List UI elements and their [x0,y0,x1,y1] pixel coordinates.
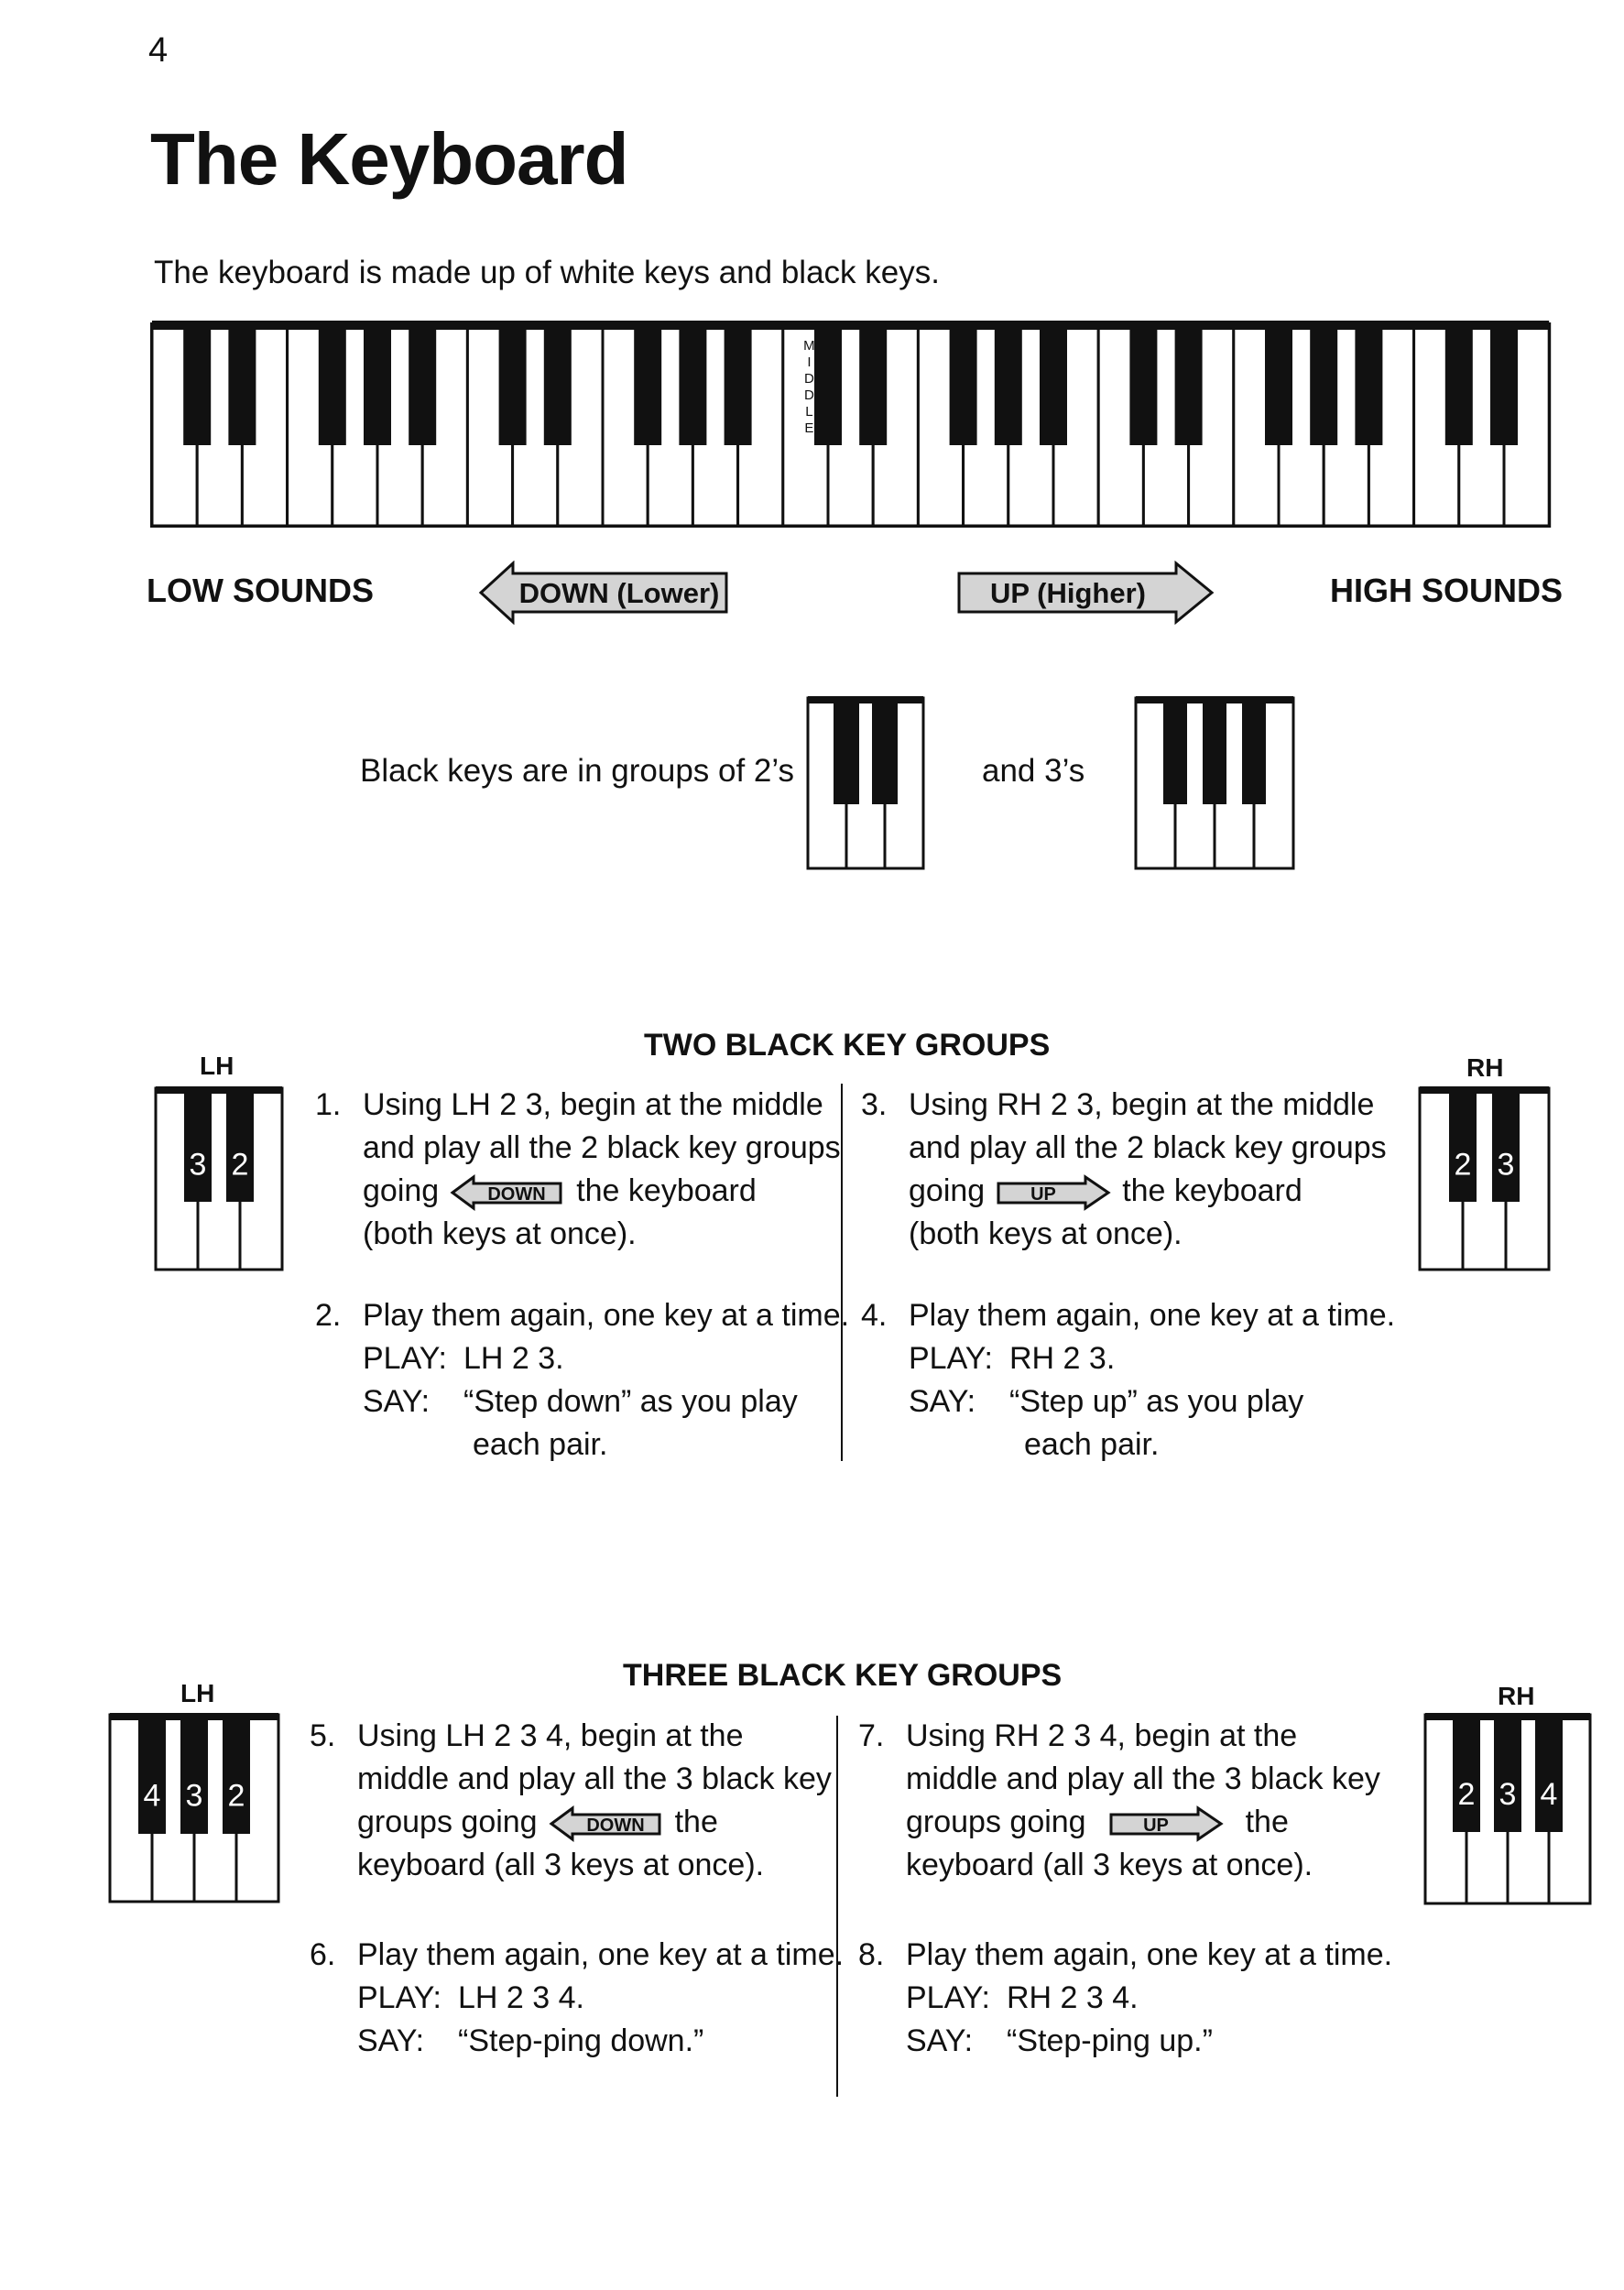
step-line: (both keys at once). [909,1216,1183,1251]
say-key: SAY: [909,1384,976,1419]
step-line: keyboard (all 3 keys at once). [357,1848,765,1882]
step-8 [858,1934,1408,2071]
black-key [1242,698,1266,804]
step-line: each pair. [1024,1427,1160,1462]
key-group-top-bar [1420,1086,1549,1094]
lh-label: LH [180,1679,215,1707]
black-key [499,324,527,445]
lh-three-key-fingering-diagram [108,1713,284,1905]
step-number: 5. [310,1718,336,1753]
black-key [409,324,436,445]
step-line: middle and play all the 3 black key [357,1761,832,1796]
black-key [319,324,346,445]
say-value: “Step-ping down.” [458,2023,704,2058]
rh-three-key-fingering-diagram [1423,1713,1597,1907]
black-key [138,1715,166,1834]
up-higher-arrow [956,561,1215,625]
say-key: SAY: [906,2023,974,2058]
black-key [834,698,859,804]
two-black-key-groups-heading: TWO BLACK KEY GROUPS [644,1028,1051,1063]
say-value: “Step-ping up.” [1007,2023,1213,2058]
step-4 [861,1294,1411,1468]
say-row [357,2020,844,2063]
high-sounds-label: HIGH SOUNDS [1330,572,1564,609]
black-key [1175,324,1203,445]
play-value: RH 2 3. [1009,1341,1116,1376]
step-number: 2. [315,1298,342,1333]
rh-two-key-fingering-diagram [1418,1086,1553,1273]
up-higher-label: UP (Higher) [990,577,1146,609]
black-key [1355,324,1382,445]
play-key: PLAY: [906,1980,990,2015]
middle-letter: M [803,338,815,354]
middle-letter: D [803,371,814,387]
black-key [1494,1715,1521,1832]
arrow-label: DOWN [585,1816,645,1837]
finger-number: 2 [1454,1147,1472,1183]
play-row [909,1337,1395,1380]
black-key [995,324,1022,445]
down-lower-label: DOWN (Lower) [518,577,720,609]
three-black-key-groups-heading: THREE BLACK KEY GROUPS [623,1658,1063,1693]
step-line-with-arrow [357,1801,832,1844]
step-line: Using LH 2 3, begin at the middle [363,1087,823,1122]
rh-label: RH [1466,1053,1504,1082]
finger-number: 2 [1457,1776,1476,1812]
middle-letter: I [807,354,812,370]
black-key [950,324,977,445]
black-key [180,1715,208,1834]
step-1 [315,1084,841,1267]
black-key [364,324,391,445]
step-number: 1. [315,1087,342,1122]
black-key [634,324,661,445]
rh-label: RH [1498,1682,1535,1710]
three-black-key-group-diagram [1134,696,1295,872]
step-number: 6. [310,1937,336,1972]
step-text: the keyboard [1122,1173,1302,1208]
step-line: Play them again, one key at a time. [909,1298,1396,1333]
black-key [1445,324,1473,445]
finger-number: 2 [231,1147,249,1183]
step-text: the [674,1805,718,1839]
play-value: LH 2 3. [463,1341,564,1376]
step-3 [861,1084,1411,1267]
black-key [228,324,256,445]
up-arrow-icon [996,1174,1111,1211]
say-value: “Step down” as you play [463,1384,798,1419]
black-key [184,1088,212,1202]
black-key [1490,324,1518,445]
black-key [1163,698,1187,804]
say-value: “Step up” as you play [1009,1384,1304,1419]
play-value: RH 2 3 4. [1007,1980,1139,2015]
black-key [223,1715,250,1834]
play-key: PLAY: [909,1341,993,1376]
black-key [1310,324,1337,445]
arrow-label: DOWN [487,1184,546,1205]
step-line: each pair. [473,1427,608,1462]
step-line: Using LH 2 3 4, begin at the [357,1718,744,1753]
black-key [1492,1088,1520,1202]
play-key: PLAY: [357,1980,441,2015]
step-line: Play them again, one key at a time. [357,1937,845,1972]
intro-text: The keyboard is made up of white keys and black keys. [154,255,940,290]
black-key [1453,1715,1480,1832]
up-arrow-icon [1108,1805,1224,1842]
step-line: middle and play all the 3 black key [906,1761,1380,1796]
middle-c-label [803,338,815,436]
two-black-key-group-diagram [806,696,927,872]
key-group-top-bar [808,696,923,703]
black-key [814,324,842,445]
play-value: LH 2 3 4. [458,1980,584,2015]
finger-number: 3 [1499,1776,1517,1812]
say-row [363,1380,849,1423]
black-key [1535,1715,1563,1832]
step-line-with-arrow [363,1170,841,1213]
step-text: the [1245,1805,1289,1839]
step-number: 8. [858,1937,885,1972]
keyboard-diagram [150,321,1561,529]
play-row [906,1977,1392,2020]
say-row [906,2020,1392,2063]
finger-number: 3 [1497,1147,1515,1183]
step-line: (both keys at once). [363,1216,637,1251]
page-title: The Keyboard [150,118,628,200]
step-5 [310,1715,832,1898]
black-key [725,324,752,445]
page-number: 4 [148,31,169,70]
black-key [872,698,898,804]
say-key: SAY: [357,2023,425,2058]
step-line: keyboard (all 3 keys at once). [906,1848,1313,1882]
lh-label: LH [200,1052,234,1080]
step-text: going [363,1173,440,1208]
groups-of-two-text: Black keys are in groups of 2’s [360,753,795,789]
step-line: Using RH 2 3, begin at the middle [909,1087,1375,1122]
step-number: 7. [858,1718,885,1753]
play-key: PLAY: [363,1341,447,1376]
step-number: 3. [861,1087,888,1122]
step-line: Play them again, one key at a time. [906,1937,1393,1972]
step-line: and play all the 2 black key groups [909,1130,1387,1165]
arrow-label: UP [1142,1816,1169,1837]
say-row [909,1380,1395,1423]
middle-letter: L [805,404,813,420]
step-7 [858,1715,1408,1898]
finger-number: 4 [1540,1776,1558,1812]
step-text: groups going [906,1805,1086,1839]
finger-number: 2 [227,1778,245,1814]
step-line: Using RH 2 3 4, begin at the [906,1718,1298,1753]
down-arrow-icon [450,1174,565,1211]
down-arrow-icon [549,1805,664,1842]
groups-of-three-text: and 3’s [982,753,1085,789]
step-text: groups going [357,1805,538,1839]
play-row [363,1337,849,1380]
step-text: the keyboard [576,1173,757,1208]
step-line-with-arrow [909,1170,1387,1213]
key-group-top-bar [156,1086,282,1094]
black-key [544,324,572,445]
step-line: and play all the 2 black key groups [363,1130,841,1165]
play-row [357,1977,844,2020]
step-line: Play them again, one key at a time. [363,1298,850,1333]
black-key [1265,324,1292,445]
step-2 [315,1294,850,1468]
step-line-with-arrow [906,1801,1380,1844]
step-number: 4. [861,1298,888,1333]
black-key [1040,324,1067,445]
down-lower-arrow [478,561,731,625]
arrow-label: UP [1030,1184,1057,1205]
finger-number: 3 [185,1778,203,1814]
finger-number: 3 [189,1147,207,1183]
black-key [183,324,211,445]
middle-letter: E [804,420,814,436]
middle-letter: D [803,387,814,403]
black-key [679,324,706,445]
black-key [1129,324,1157,445]
black-key [226,1088,254,1202]
finger-number: 4 [143,1778,161,1814]
black-key [859,324,887,445]
step-text: going [909,1173,986,1208]
step-6 [310,1934,845,2071]
lh-two-key-fingering-diagram [154,1086,286,1273]
low-sounds-label: LOW SOUNDS [147,572,374,609]
black-key [1449,1088,1477,1202]
keyboard-top-bar [152,321,1549,330]
say-key: SAY: [363,1384,431,1419]
black-key [1203,698,1226,804]
